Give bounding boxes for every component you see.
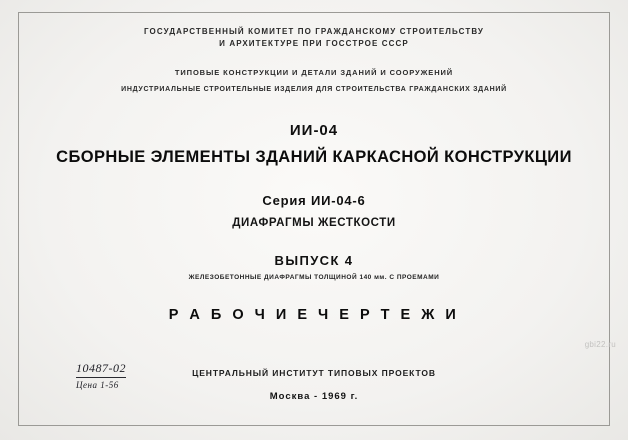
document-footer xyxy=(18,368,610,402)
watermark-text: gbi22.ru xyxy=(584,340,616,349)
issue-number: ВЫПУСК 4 xyxy=(274,253,354,268)
registration-number: 10487-02 xyxy=(76,361,126,378)
series-category-line: ТИПОВЫЕ КОНСТРУКЦИИ И ДЕТАЛИ ЗДАНИЙ И СООРУЖЕНИЙ xyxy=(174,68,454,77)
series-scope-line: ИНДУСТРИАЛЬНЫЕ СТРОИТЕЛЬНЫЕ ИЗДЕЛИЯ ДЛЯ СТРОИТЕЛЬСТВА ГРАЖДАНСКИХ ЗДАНИЙ xyxy=(121,86,507,93)
document-code: ИИ-04 xyxy=(289,122,339,139)
issuing-authority-line-1: ГОСУДАРСТВЕННЫЙ КОМИТЕТ ПО ГРАЖДАНСКОМУ СТРОИТЕЛЬСТВУ xyxy=(144,27,484,36)
series-number: Серия ИИ-04-6 xyxy=(262,193,366,208)
publisher-institute: ЦЕНТРАЛЬНЫЙ ИНСТИТУТ ТИПОВЫХ ПРОЕКТОВ xyxy=(192,368,436,378)
issuing-authority xyxy=(18,26,610,50)
document-type-label: Р А Б О Ч И Е Ч Е Р Т Е Ж И xyxy=(168,307,460,323)
issuing-authority-line-2: И АРХИТЕКТУРЕ ПРИ ГОССТРОЕ СССР xyxy=(219,39,409,48)
price-label: Цена 1-56 xyxy=(76,380,119,390)
document-subtitle: ДИАФРАГМЫ ЖЕСТКОСТИ xyxy=(232,217,396,229)
title-page-content xyxy=(18,12,610,426)
city-and-year: Москва - 1969 г. xyxy=(269,391,359,402)
document-title: СБОРНЫЕ ЭЛЕМЕНТЫ ЗДАНИЙ КАРКАСНОЙ КОНСТРУКЦИИ xyxy=(56,148,572,166)
issue-description: ЖЕЛЕЗОБЕТОННЫЕ ДИАФРАГМЫ ТОЛЩИНОЙ 140 мм. С ПРОЕМАМИ xyxy=(188,274,440,281)
